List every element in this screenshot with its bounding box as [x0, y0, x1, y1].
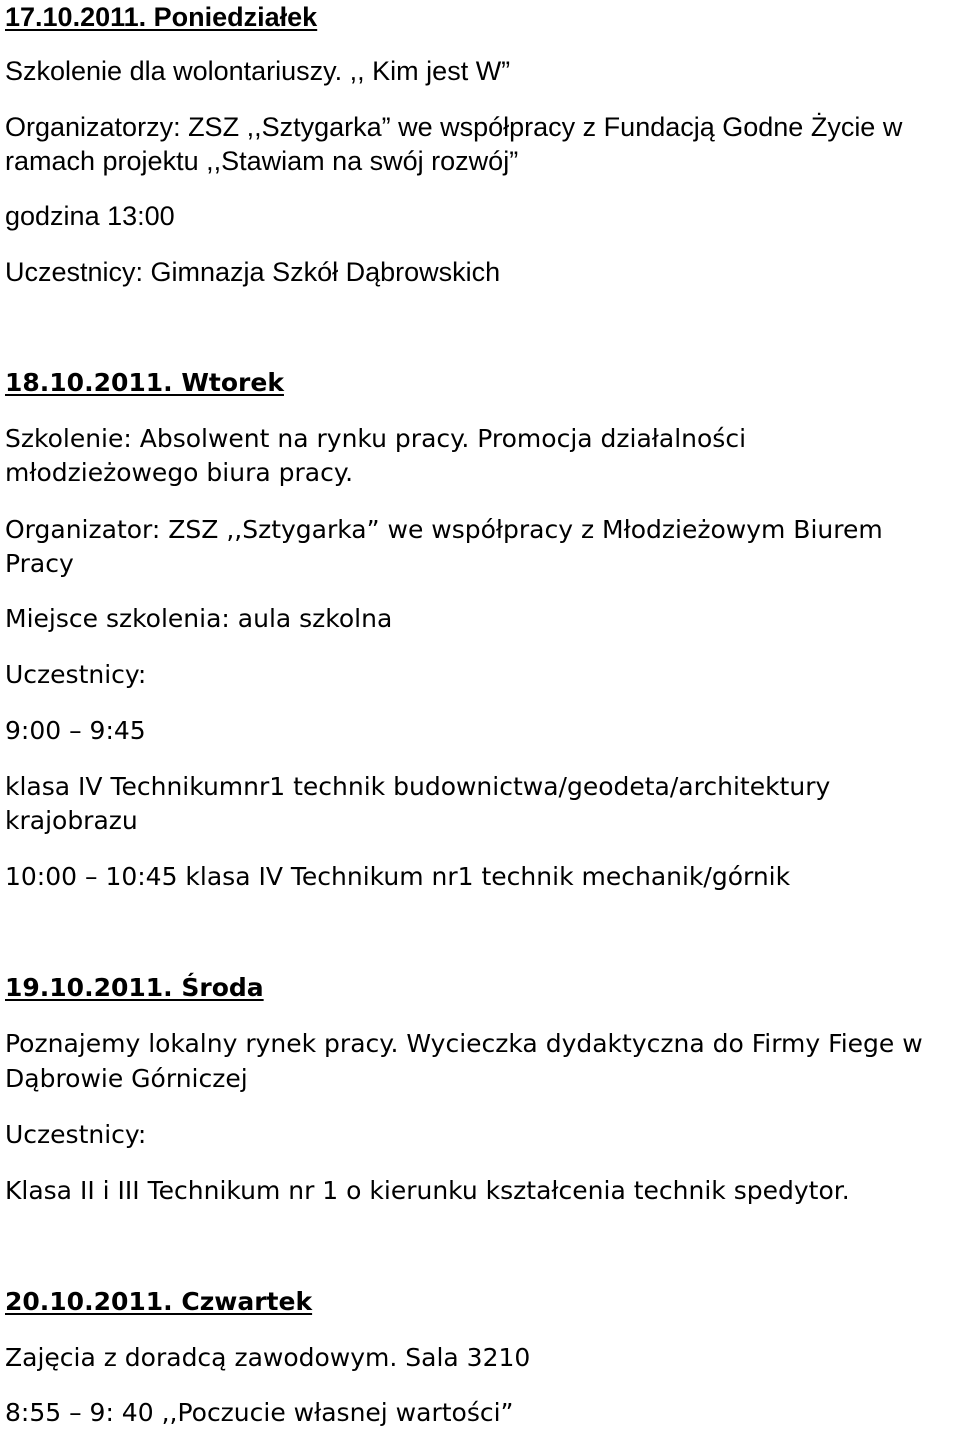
- day4-title: Zajęcia z doradcą zawodowym. Sala 3210: [5, 1343, 531, 1372]
- day3-title-line2: Dąbrowie Górniczej: [5, 1064, 248, 1093]
- day2-slot1-line2: krajobrazu: [5, 806, 138, 835]
- day1-heading: 17.10.2011. Poniedziałek: [5, 2, 318, 32]
- day4-heading: 20.10.2011. Czwartek: [5, 1287, 313, 1316]
- day1-organizers-line1: Organizatorzy: ZSZ ,,Sztygarka” we współpracy z Fundacją Godne Życie w: [5, 112, 903, 142]
- day2-slot1-line1: klasa IV Technikumnr1 technik budownictwa/geodeta/architektury: [5, 772, 831, 801]
- day4-slot: 8:55 – 9: 40 ,,Poczucie własnej wartości”: [5, 1398, 514, 1427]
- day3-title-line1: Poznajemy lokalny rynek pracy. Wycieczka dydaktyczna do Firmy Fiege w: [5, 1029, 923, 1058]
- day2-place: Miejsce szkolenia: aula szkolna: [5, 604, 393, 633]
- day1-time: godzina 13:00: [5, 201, 175, 231]
- day1-participants: Uczestnicy: Gimnazja Szkół Dąbrowskich: [5, 257, 501, 287]
- day2-slot2: 10:00 – 10:45 klasa IV Technikum nr1 technik mechanik/górnik: [5, 862, 791, 891]
- day2-participants-label: Uczestnicy:: [5, 660, 147, 689]
- day2-title-line2: młodzieżowego biura pracy.: [5, 458, 354, 487]
- day3-heading: 19.10.2011. Środa: [5, 973, 264, 1002]
- day1-title: Szkolenie dla wolontariuszy. ,, Kim jest W”: [5, 56, 511, 86]
- day2-heading: 18.10.2011. Wtorek: [5, 368, 284, 397]
- day2-slot1-time: 9:00 – 9:45: [5, 716, 146, 745]
- day2-organizer-line2: Pracy: [5, 549, 74, 578]
- day3-participants-label: Uczestnicy:: [5, 1120, 147, 1149]
- day3-participants: Klasa II i III Technikum nr 1 o kierunku kształcenia technik spedytor.: [5, 1176, 850, 1205]
- day1-organizers-line2: ramach projektu ,,Stawiam na swój rozwój”: [5, 146, 519, 176]
- day2-organizer-line1: Organizator: ZSZ ,,Sztygarka” we współpracy z Młodzieżowym Biurem: [5, 515, 883, 544]
- day2-title-line1: Szkolenie: Absolwent na rynku pracy. Promocja działalności: [5, 424, 747, 453]
